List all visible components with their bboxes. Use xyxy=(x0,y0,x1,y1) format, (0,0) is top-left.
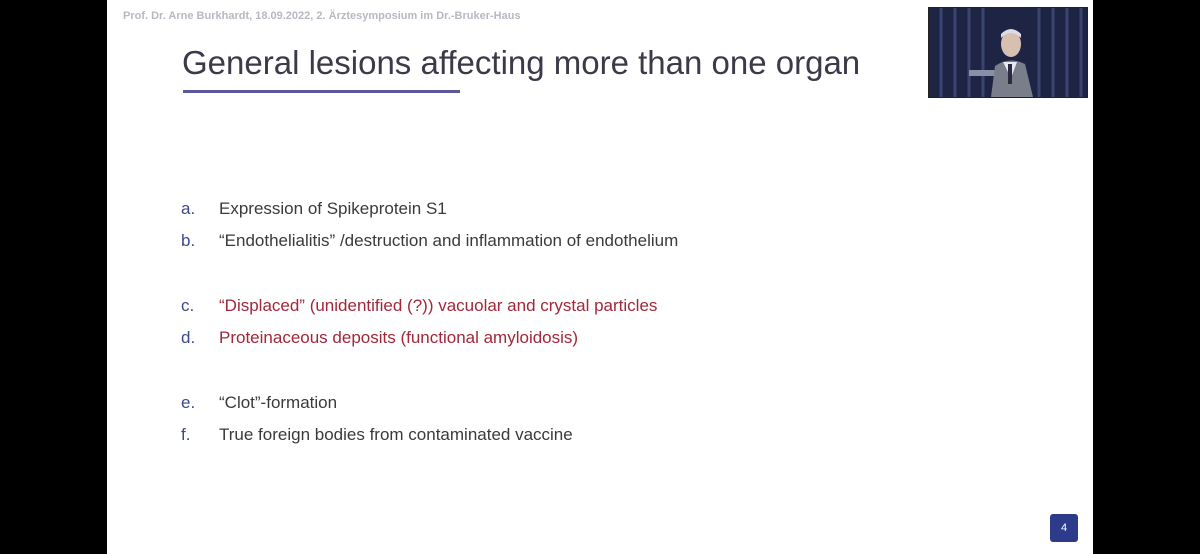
list-item xyxy=(181,199,447,219)
list-item xyxy=(181,231,678,251)
slide-title: General lesions affecting more than one organ xyxy=(182,44,861,81)
list-item-text: “Clot”-formation xyxy=(219,393,338,412)
list-item xyxy=(181,328,578,348)
list-marker: e. xyxy=(181,393,196,412)
lesion-list xyxy=(107,0,1093,554)
list-item xyxy=(181,296,657,316)
list-item xyxy=(181,425,573,445)
list-marker: c. xyxy=(181,296,195,315)
list-item-text: “Endothelialitis” /destruction and inflammation of endothelium xyxy=(219,231,679,250)
list-marker: f. xyxy=(181,425,191,444)
list-marker: a. xyxy=(181,199,196,218)
list-item-text: Expression of Spikeprotein S1 xyxy=(219,199,447,218)
list-item xyxy=(181,393,337,413)
list-marker: b. xyxy=(181,231,196,250)
presentation-slide xyxy=(107,0,1093,554)
slide-header-citation: Prof. Dr. Arne Burkhardt, 18.09.2022, 2. Ärztesymposium im Dr.-Bruker-Haus xyxy=(123,10,521,22)
list-item-text: Proteinaceous deposits (functional amyloidosis) xyxy=(219,328,579,347)
list-marker: d. xyxy=(181,328,196,347)
page-number-badge: 4 xyxy=(1050,514,1078,542)
list-item-text: True foreign bodies from contaminated vaccine xyxy=(219,425,573,444)
list-item-text: “Displaced” (unidentified (?)) vacuolar and crystal particles xyxy=(219,296,658,315)
